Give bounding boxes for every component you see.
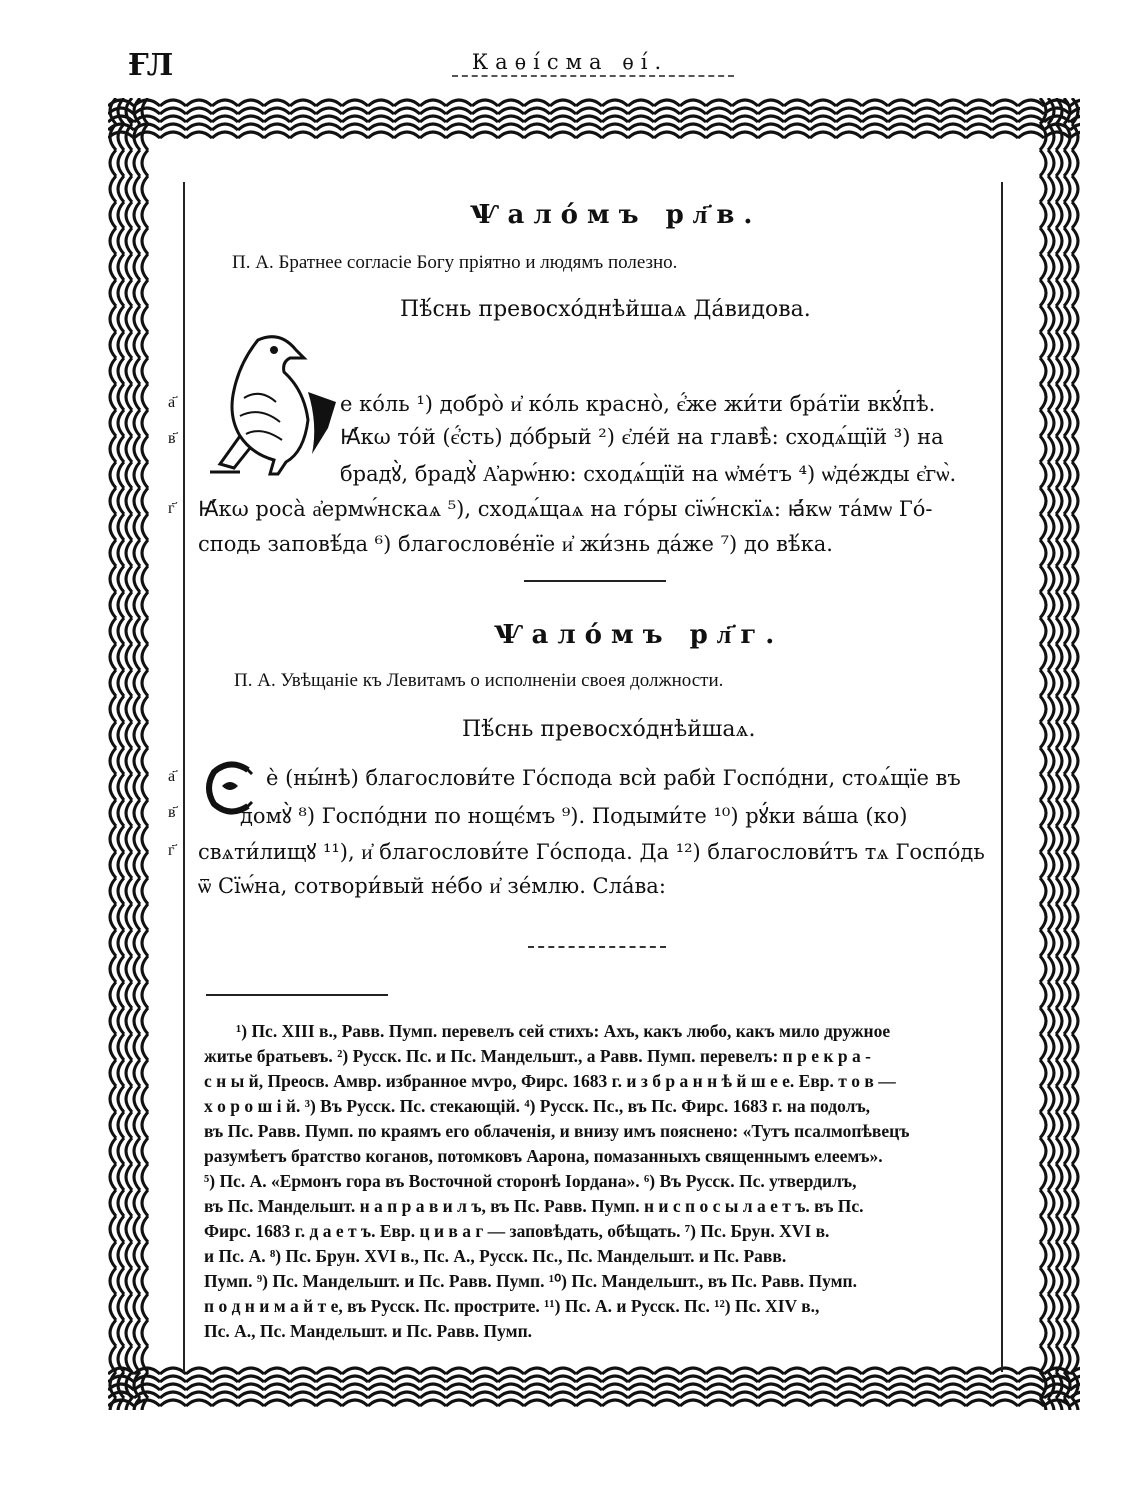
frame-top-band [108, 98, 1080, 144]
footnote-line: п о д н и м а й т е, въ Русск. Пс. прострите. ¹¹) Пс. А. и Русск. Пс. ¹²) Пс. XIV в., [204, 1296, 820, 1316]
psalm-132-line: Ꙗ҆́кω росà а҆ермѡ́нскаѧ ⁵), сходѧ́щаѧ на гóры сїѡ́нскїѧ: ꙗ҆́кѡ та́мѡ Гó- [198, 497, 933, 521]
footnote-line: разумѣетъ братство коганов, потомковъ Аарона, помазанныхъ священнымъ елеемъ». [204, 1146, 883, 1166]
psalm-133-title: Ѱалóмъ рл҃г. [494, 620, 784, 650]
verse-number: г҃ [168, 498, 175, 517]
text-frame-left-rule [183, 182, 185, 1372]
verse-number: в҃ [168, 802, 176, 821]
footnote-line: ¹) Пс. XIII в., Равв. Пумп. перевелъ сей стихъ: Ахъ, какъ любо, какъ мило дружное [236, 1021, 891, 1041]
frame-right-band [1032, 98, 1080, 1410]
psalm-133-line: ѐ (ны́нѣ) благослови́те Гóспода всѝ рабѝ Госпóдни, стоѧ́щїе въ [266, 766, 961, 790]
footnote-line: житье братьевъ. ²) Русск. Пс. и Пс. Мандельшт., а Равв. Пумп. перевелъ: п р е к р а - [204, 1046, 871, 1066]
footnote-line: с н ы й, Преосв. Амвр. избранное мѵро, Фирс. 1683 г. и з б р а н н ѣ й ш е е. Евр. т о в — [204, 1071, 896, 1091]
bird-initial-illustration [200, 328, 338, 478]
running-head: Каѳі́сма ѳі́. [471, 50, 669, 74]
psalm-132-subtitle: П. А. Братнее согласіе Богу пріятно и людямъ полезно. [232, 252, 678, 273]
psalm-133-subtitle: П. А. Увѣщаніе къ Левитамъ о исполненіи своея должности. [234, 670, 724, 691]
footnote-line: и Пс. А. ⁸) Пс. Брун. XVI в., Пс. А., Русск. Пс., Пс. Мандельшт. и Пс. Равв. [204, 1246, 787, 1266]
psalm-132-line: брадꙋ̀, брадꙋ̀ А҆арѡ́ню: сходѧ́щїй на ѡ҆мéтъ ⁴) ѡ҆дéжды є҆гѡ̀. [340, 462, 957, 486]
psalm-133-line: ѿ Сїѡ́на, сотвори́вый нéбо и҆ зéмлю. Сла́ва: [198, 874, 666, 898]
section-divider [528, 946, 666, 948]
footnote-line: въ Пс. Равв. Пумп. по краямъ его облаченія, и внизу имъ пояснено: «Тутъ псалмопѣвецъ [204, 1121, 910, 1141]
footnote-line: Пумп. ⁹) Пс. Мандельшт. и Пс. Равв. Пумп. ¹⁰) Пс. Мандельшт., въ Пс. Равв. Пумп. [204, 1271, 858, 1291]
psalm-133-song-heading: Пѣ́снь превосхóднѣйшаѧ. [462, 717, 756, 742]
footnote-line: Фирс. 1683 г. д а е т ъ. Евр. ц и в а г — заповѣдать, обѣщать. ⁷) Пс. Брун. XVI в. [204, 1221, 830, 1241]
frame-left-band [108, 98, 156, 1410]
running-head-rule [452, 75, 734, 77]
verse-number: а҃ [168, 766, 176, 785]
psalm-133-line: свѧти́лищꙋ ¹¹), и҆ благослови́те Гóспода. Да ¹²) благослови́тъ тѧ Госпóдь [198, 840, 985, 864]
text-frame-right-rule [1001, 182, 1003, 1372]
verse-number: в҃ [168, 428, 176, 447]
psalm-132-title: Ѱалóмъ рл҃в. [470, 200, 762, 230]
verse-number: г҃ [168, 840, 175, 859]
frame-bottom-band [108, 1364, 1080, 1410]
psalm-133-line: домꙋ̀ ⁸) Госпóдни по нощє́мъ ⁹). Подыми́те ¹⁰) рꙋ́ки ва́ша (ко) [240, 804, 908, 828]
verse-number: а҃ [168, 392, 176, 411]
psalm-132-line: сподь заповѣ́да ⁶) благословéнїе и҆ жи́знь да́же ⁷) до вѣ́ка. [198, 532, 833, 556]
page-number: ҒЛ [128, 48, 172, 83]
footnote-rule [206, 994, 388, 996]
psalm-132-song-heading: Пѣ́снь превосхóднѣйшаѧ Дáвидова. [400, 297, 811, 322]
psalm-132-line: е кóль ¹) добрò и҆ кóль красно̀, є҆́же жи́ти бра́тїи вкꙋ́пѣ. [340, 392, 936, 416]
footnote-line: въ Пс. Мандельшт. н а п р а в и л ъ, въ Пс. Равв. Пумп. н и с п о с ы л а е т ъ. въ Пс. [204, 1196, 864, 1216]
footnote-line: Пс. А., Пс. Мандельшт. и Пс. Равв. Пумп. [204, 1321, 533, 1341]
footnote-line: ⁵) Пс. А. «Ермонъ гора въ Восточной сторонѣ Іордана». ⁶) Въ Русск. Пс. утвердилъ, [204, 1171, 857, 1191]
psalm-132-line: Ꙗ҆́кω тóй (є҆́сть) дóбрый ²) є҆лéй на главѣ̀: сходѧ́щїй ³) на [340, 425, 944, 449]
footnote-line: х о р о ш і й. ³) Въ Русск. Пс. стекающій. ⁴) Русск. Пс., въ Пс. Фирс. 1683 г. на подолъ, [204, 1096, 871, 1116]
section-divider [524, 580, 666, 582]
